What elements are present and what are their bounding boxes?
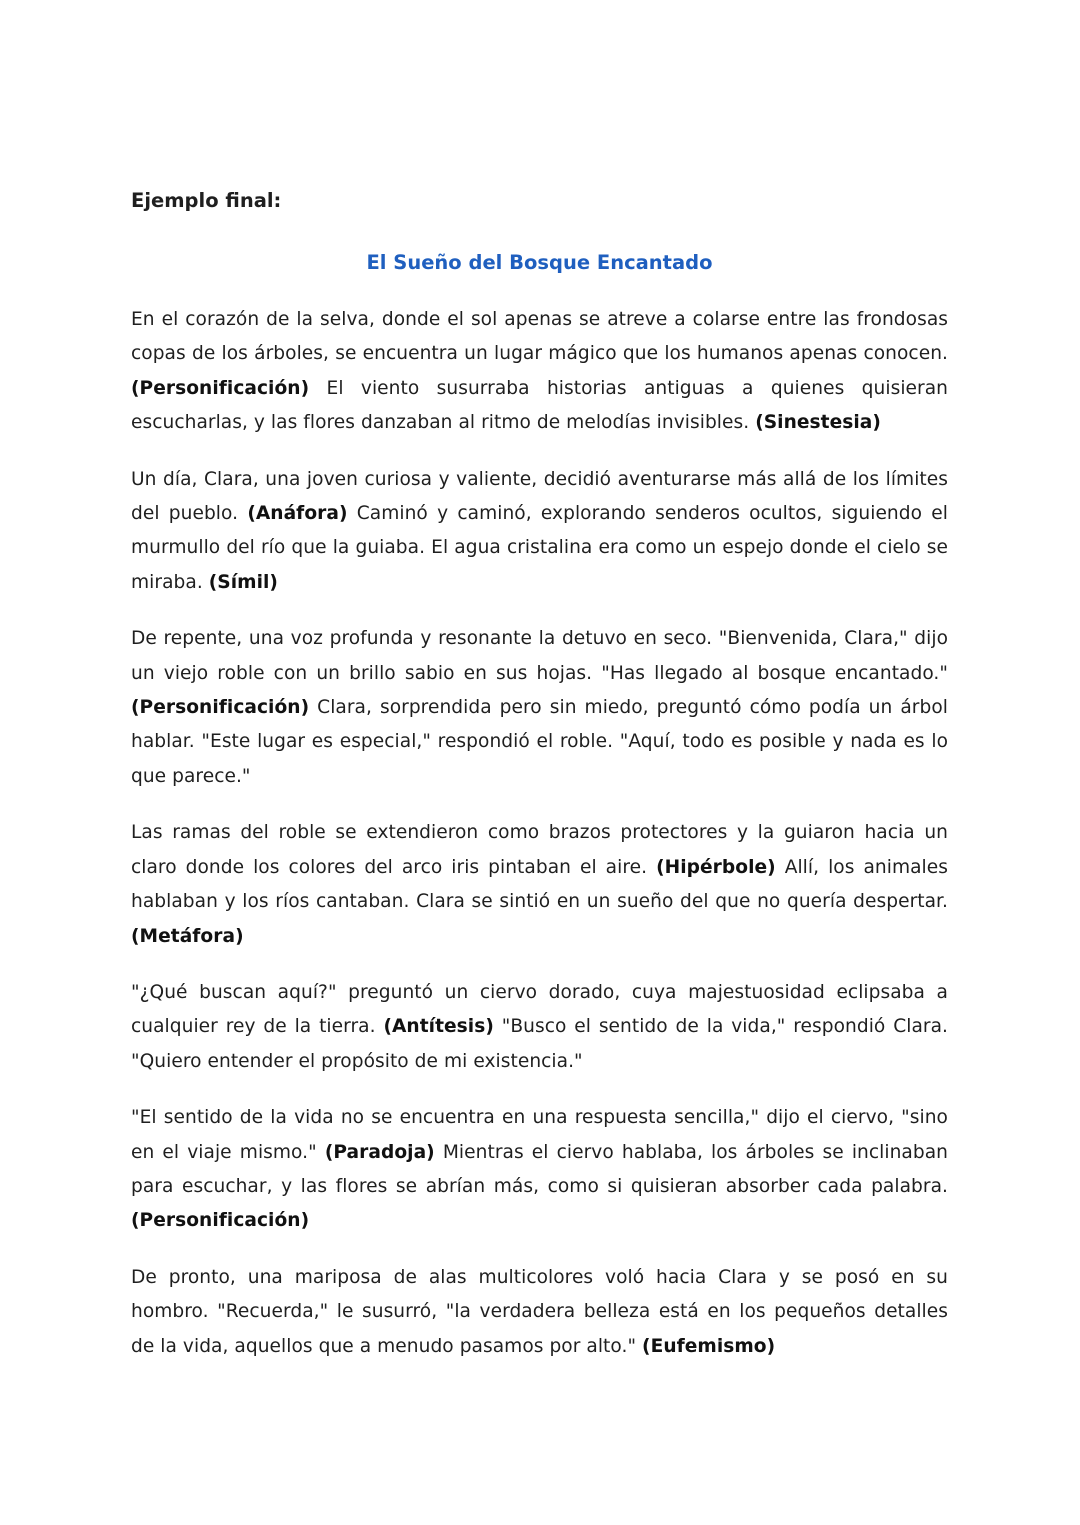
story-paragraph (131, 976, 948, 1079)
figure-label: (Hipérbole) (656, 856, 776, 878)
paragraph-text: Mientras el ciervo hablaba, los árboles se inclinaban para escuchar, y las flores se abrían más, como si quisieran absorber cada palabra. (131, 1141, 948, 1197)
paragraph-text: Las ramas del roble se extendieron como brazos protectores y la guiaron hacia un claro donde los colores del arco iris pintaban el aire. (131, 822, 948, 878)
figure-label: (Metáfora) (131, 925, 244, 947)
figure-label: (Personificación) (131, 377, 310, 399)
story-paragraph (131, 816, 948, 954)
paragraph-text: Un día, Clara, una joven curiosa y valiente, decidió aventurarse más allá de los límites del pueblo. (131, 468, 948, 525)
story-paragraph (131, 622, 948, 794)
paragraph-text: Allí, los animales hablaban y los ríos cantaban. Clara se sintió en un sueño del que no quería despertar. (131, 856, 948, 913)
story-paragraph (131, 303, 948, 441)
paragraph-text: "¿Qué buscan aquí?" preguntó un ciervo dorado, cuya majestuosidad eclipsaba a cualquier rey de la tierra. (131, 981, 948, 1038)
paragraph-text: El viento susurraba historias antiguas a quienes quisieran escucharlas, y las flores danzaban al ritmo de melodías invisibles. (131, 377, 948, 434)
figure-label: (Sinestesia) (755, 412, 881, 434)
figure-label: (Antítesis) (383, 1016, 494, 1038)
figure-label: (Paradoja) (324, 1141, 435, 1163)
paragraph-text: "El sentido de la vida no se encuentra en una respuesta sencilla," dijo el ciervo, "sino en el viaje mismo." (131, 1107, 948, 1163)
paragraph-text: De repente, una voz profunda y resonante la detuvo en seco. "Bienvenida, Clara," dijo un viejo roble con un brillo sabio en sus hojas. "Has llegado al bosque encantado." (131, 628, 948, 684)
figure-label: (Anáfora) (247, 503, 348, 525)
story-paragraph (131, 1101, 948, 1239)
paragraph-text: "Busco el sentido de la vida," respondió Clara. "Quiero entender el propósito de mi existencia." (131, 1016, 948, 1072)
figure-label: (Personificación) (131, 697, 310, 719)
story-paragraph (131, 463, 948, 601)
figure-label: (Eufemismo) (642, 1335, 776, 1357)
paragraph-text: En el corazón de la selva, donde el sol apenas se atreve a colarse entre las frondosas copas de los árboles, se encuentra un lugar mágico que los humanos apenas conocen. (131, 309, 948, 365)
figure-label: (Personificación) (131, 1210, 310, 1232)
figure-label: (Símil) (208, 571, 278, 593)
story-title: El Sueño del Bosque Encantado (366, 251, 713, 274)
story-body (131, 303, 948, 1364)
paragraph-text: Clara, sorprendida pero sin miedo, preguntó cómo podía un árbol hablar. "Este lugar es especial," respondió el roble. "Aquí, todo es posible y nada es lo que parece." (131, 697, 948, 787)
paragraph-text: De pronto, una mariposa de alas multicolores voló hacia Clara y se posó en su hombro. "Recuerda," le susurró, "la verdadera belleza está en los pequeños detalles de la vida, aquellos que a menudo pasamos por alto." (131, 1266, 948, 1357)
section-heading: Ejemplo final: (131, 189, 282, 212)
document-page (131, 183, 948, 1386)
paragraph-text: Caminó y caminó, explorando senderos ocultos, siguiendo el murmullo del río que la guiaba. El agua cristalina era como un espejo donde el cielo se miraba. (131, 503, 948, 593)
story-paragraph (131, 1261, 948, 1364)
